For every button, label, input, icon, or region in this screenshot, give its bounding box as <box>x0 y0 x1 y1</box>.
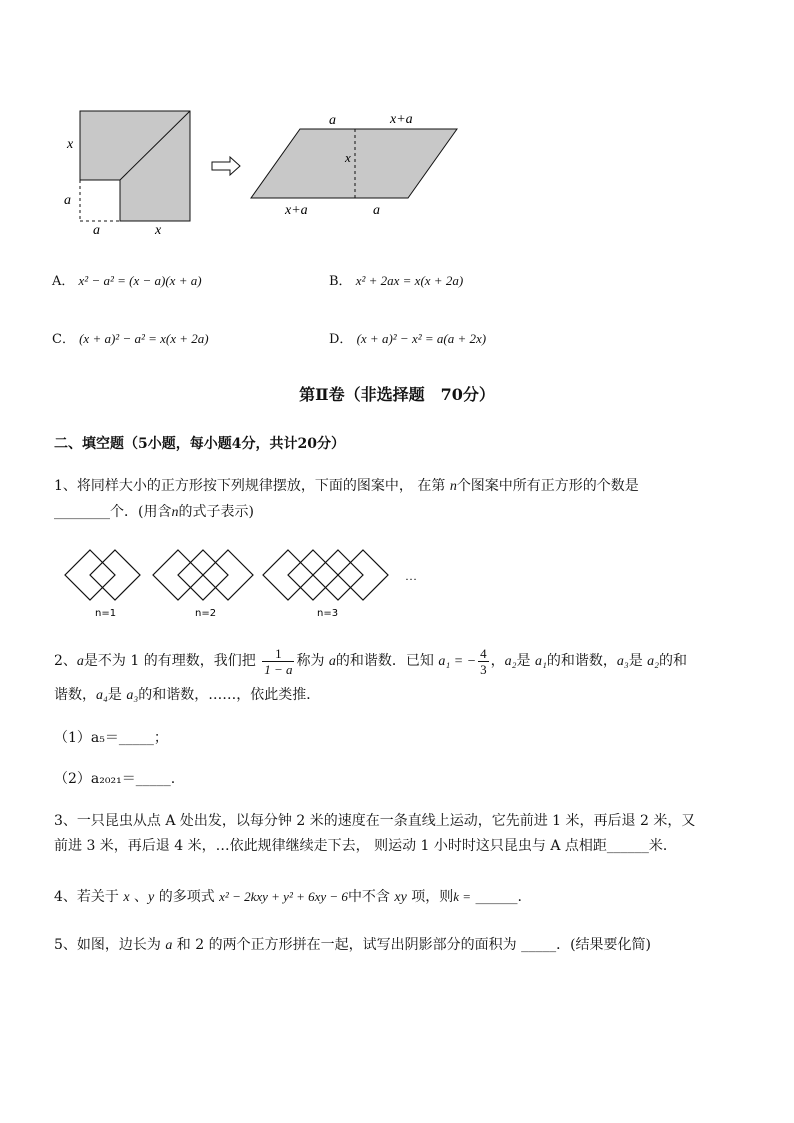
label-a-top: a <box>329 113 336 128</box>
label-x-mid: x <box>345 150 351 165</box>
area-model-figure <box>40 100 480 245</box>
q2-t1: 2、 <box>54 653 77 669</box>
option-a[interactable] <box>52 270 202 289</box>
q2-t6: 是 <box>516 653 535 669</box>
option-b[interactable] <box>329 270 463 289</box>
q2-t9: 的和 <box>659 653 688 669</box>
q2-t4: 的和谐数．已知 <box>335 653 439 669</box>
part2-title: 第Ⅱ卷（非选择题 70分） <box>299 385 495 404</box>
q2-sub2-text[interactable]: （2）a₂₀₂₁＝_____. <box>54 771 176 787</box>
label-xa-bottom: x+a <box>285 203 308 218</box>
pattern-label-3: n=3 <box>317 608 339 619</box>
q4-t5: 项，则 <box>406 889 454 905</box>
q2-frac2-den: 3 <box>480 661 487 677</box>
q2-line2-a3: a₃ <box>126 688 139 703</box>
option-d-label: D． <box>329 332 353 347</box>
option-c-label: C． <box>52 332 75 347</box>
q2-frac-num: 1 <box>262 646 294 662</box>
q4-answer-blank[interactable]: ______. <box>471 889 522 905</box>
question-5 <box>54 929 744 962</box>
option-a-formula: x² − a² = (x − a)(x + a) <box>78 273 202 288</box>
q2-a2b: a₂ <box>647 654 660 669</box>
q2-a1-eq: a₁ = − <box>438 654 477 669</box>
label-a-left: a <box>64 193 71 208</box>
q2-t2: 是不为 1 的有理数，我们把 <box>83 653 261 669</box>
q1-line2-var: n <box>171 505 179 520</box>
q1-line2-end: 的式子表示) <box>178 504 254 520</box>
q4-xy: xy <box>394 890 407 905</box>
q5-t2[interactable]: 和 2 的两个正方形拼在一起，试写出阴影部分的面积为 _____．(结果要化简) <box>172 937 651 953</box>
label-a-bottom: a <box>93 223 100 238</box>
square-figure <box>80 111 190 221</box>
q4-t1: 4、若关于 <box>54 889 124 905</box>
question-2-line1 <box>54 645 744 678</box>
pattern-label-1: n=1 <box>95 608 117 619</box>
square-pattern-figure <box>55 540 435 625</box>
q1-var-n: n <box>449 479 457 494</box>
q1-text-b: 个图案中所有正方形的个数是 <box>456 478 639 494</box>
q5-var-a: a <box>165 938 173 953</box>
q2-line2-a: 谐数， <box>54 687 96 703</box>
q1-answer-blank[interactable]: ________ <box>54 504 110 520</box>
q4-t3: 的多项式 <box>154 889 220 905</box>
q4-var-x: x <box>123 890 130 905</box>
q2-fraction-a1 <box>478 646 489 677</box>
q2-a1: a₁ <box>534 654 547 669</box>
question-4 <box>54 880 744 914</box>
q2-a2: a₂ <box>504 654 517 669</box>
question-2-line2 <box>54 679 744 712</box>
q5-t1: 5、如图，边长为 <box>54 937 166 953</box>
label-a-bottom-right: a <box>373 203 380 218</box>
q1-line2-text: 个．(用含 <box>110 504 172 520</box>
q2-sub1-text[interactable]: （1）a₅＝_____； <box>54 730 168 746</box>
label-x-left: x <box>67 137 74 152</box>
q2-t7: 的和谐数， <box>546 653 617 669</box>
q2-t8: 是 <box>628 653 648 669</box>
q2-frac2-num: 4 <box>480 645 487 661</box>
option-c[interactable] <box>52 328 209 347</box>
q4-t4: 中不含 <box>347 889 395 905</box>
parallelogram-figure <box>251 129 457 198</box>
q2-line2-a4: a₄ <box>96 688 108 703</box>
q2-frac-den: 1 − a <box>264 661 293 677</box>
q2-line2-b: 是 <box>107 687 127 703</box>
q1-text-a: 1、将同样大小的正方形按下列规律摆放，下面的图案中， 在第 <box>54 478 450 494</box>
q2-var-a: a <box>76 654 84 669</box>
q2-t5: ， <box>490 653 505 669</box>
q2-var-a-2: a <box>328 654 336 669</box>
option-a-label: A． <box>52 274 75 289</box>
section-heading: 二、填空题（5小题，每小题4分，共计20分） <box>54 436 345 452</box>
q4-var-y: y <box>148 890 155 905</box>
option-d[interactable] <box>329 328 486 347</box>
option-b-label: B． <box>329 274 352 289</box>
q2-line2-c: 的和谐数，……，依此类推． <box>138 687 321 703</box>
double-arrow-right-icon <box>212 157 240 175</box>
q2-t3: 称为 <box>296 653 329 669</box>
q4-t2: 、 <box>129 889 149 905</box>
question-2-sub1 <box>54 722 744 755</box>
option-b-formula: x² + 2ax = x(x + 2a) <box>355 273 464 288</box>
q2-fraction-harmonic <box>262 646 294 677</box>
pattern-ellipsis: … <box>405 569 417 583</box>
q2-a3: a₃ <box>616 654 629 669</box>
q4-polynomial: x² − 2kxy + y² + 6xy − 6 <box>219 889 348 904</box>
question-1-line2 <box>54 496 744 529</box>
pattern-label-2: n=2 <box>195 608 217 619</box>
label-xa-top: x+a <box>390 112 413 127</box>
option-d-formula: (x + a)² − x² = a(a + 2x) <box>356 331 487 346</box>
option-c-formula: (x + a)² − a² = x(x + 2a) <box>79 331 209 346</box>
q3-line1: 3、一只昆虫从点 A 处出发，以每分钟 2 米的速度在一条直线上运动，它先前进 1 米，再后退 2 米，又 <box>54 813 696 829</box>
q3-line2[interactable]: 前进 3 米，再后退 4 米，…依此规律继续走下去， 则运动 1 小时时这只昆虫与 A 点相距______米． <box>54 838 677 854</box>
question-3-line2 <box>54 830 744 863</box>
q4-k-eq: k = <box>453 889 472 904</box>
question-2-sub2 <box>54 763 744 796</box>
label-x-bottom: x <box>155 223 162 238</box>
